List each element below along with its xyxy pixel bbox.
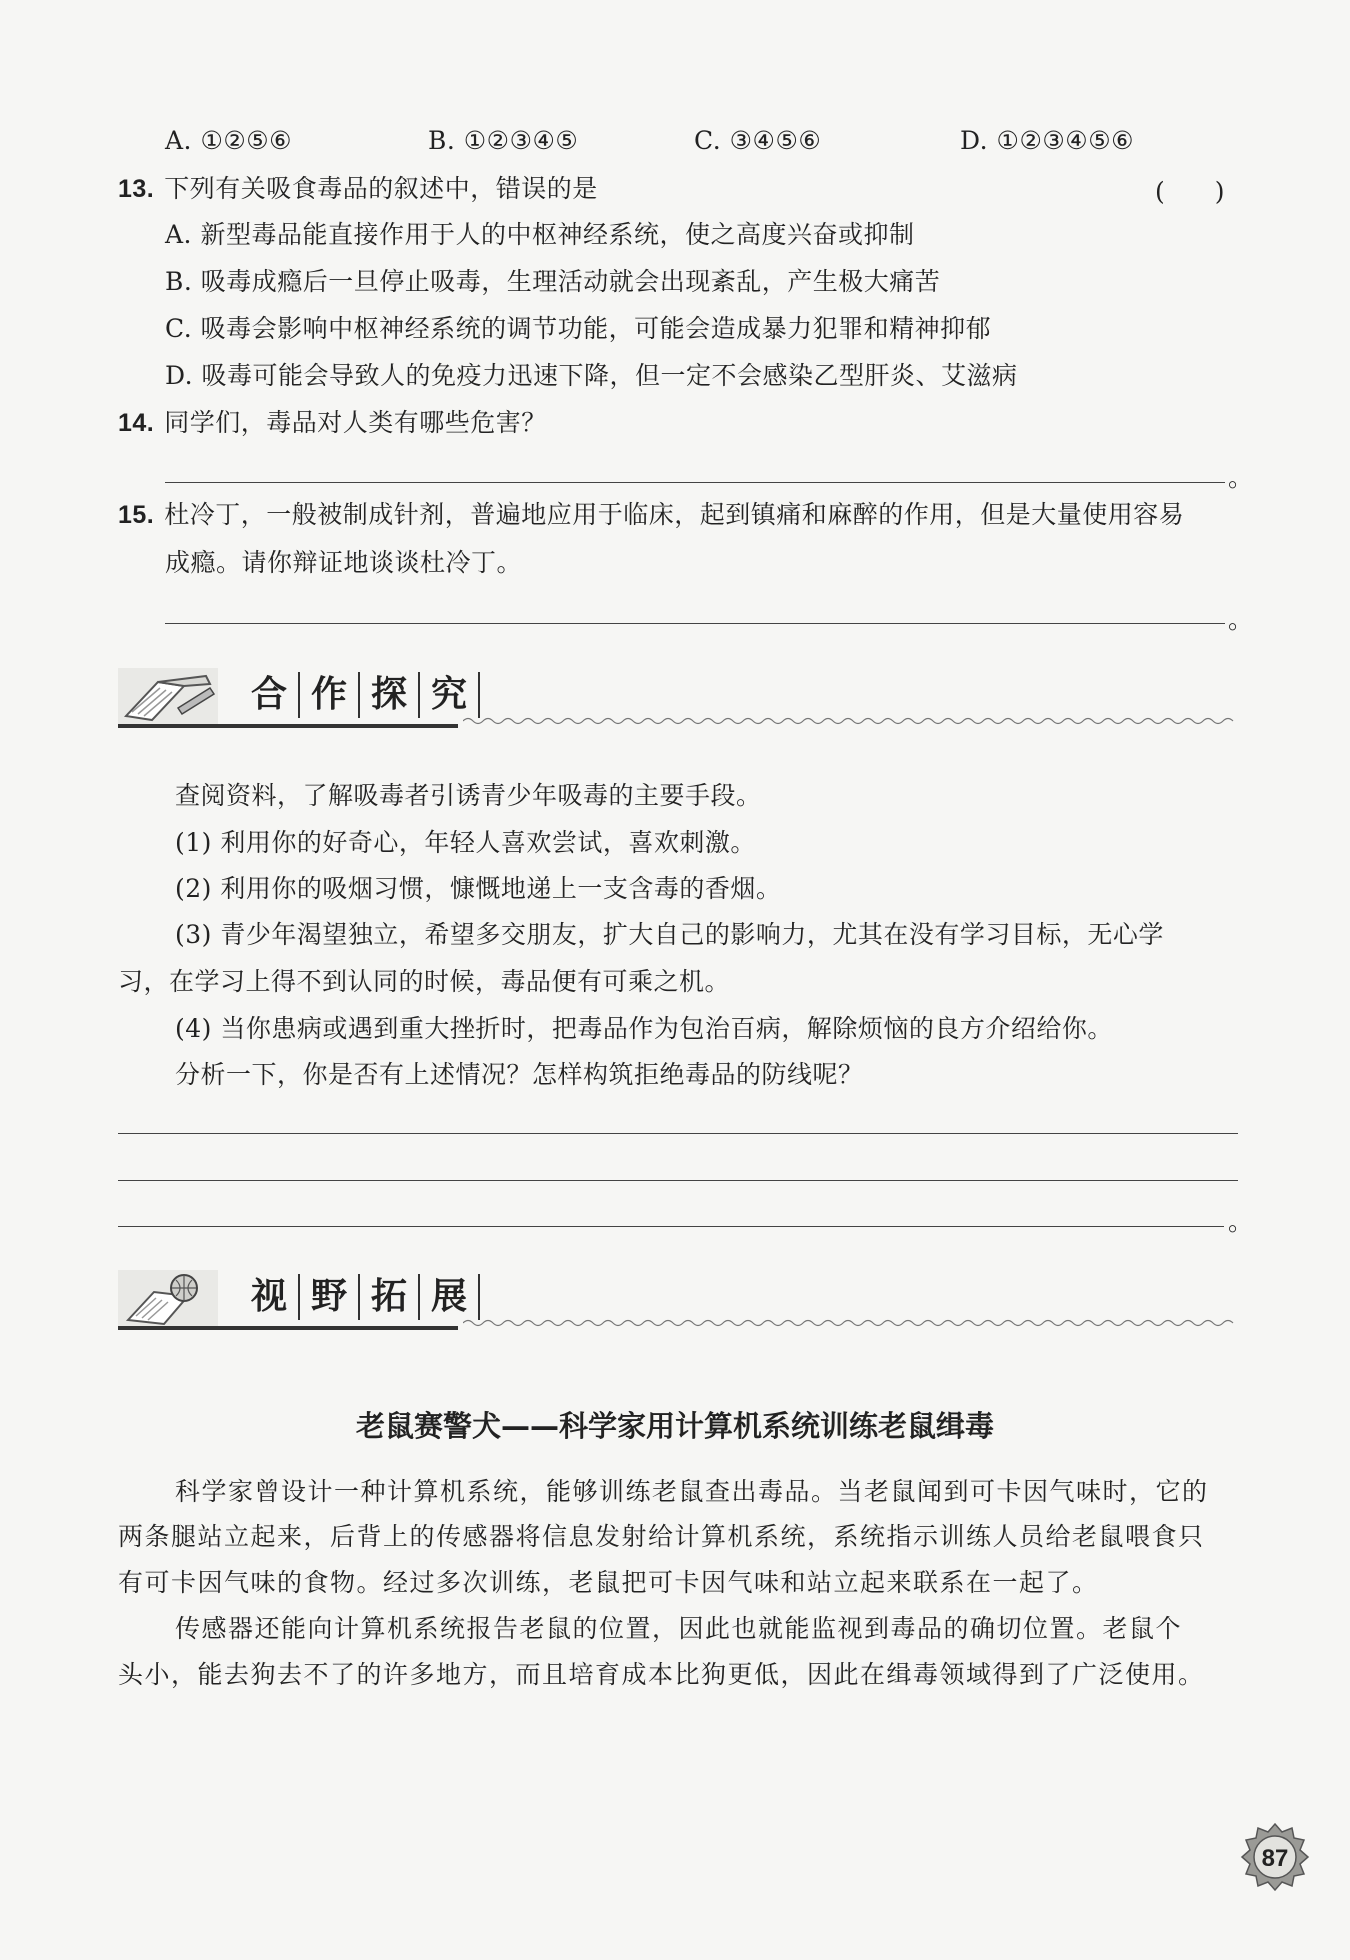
article-para2-line2: 头小，能去狗去不了的许多地方，而且培育成本比狗更低，因此在缉毒领域得到了广泛使用。 xyxy=(118,1660,1205,1689)
q15-number: 15. xyxy=(118,501,155,529)
q14-answer-line[interactable] xyxy=(165,482,1225,483)
section-title-char: 合 xyxy=(240,672,300,718)
page-number: 87 xyxy=(1261,1845,1289,1872)
q12-option-a: A. ①②⑤⑥ xyxy=(165,126,293,155)
q13-option-b: B. 吸毒成瘾后一旦停止吸毒，生理活动就会出现紊乱，产生极大痛苦 xyxy=(165,267,941,296)
section-title-char: 视 xyxy=(240,1274,300,1320)
article-para1-line3: 有可卡因气味的食物。经过多次训练，老鼠把可卡因气味和站立起来联系在一起了。 xyxy=(118,1568,1099,1597)
q12-option-d: D. ①②③④⑤⑥ xyxy=(960,126,1135,155)
q15-question-line1 xyxy=(118,498,1184,532)
article-para1-line2: 两条腿站立起来，后背上的传感器将信息发射给计算机系统，系统指示训练人员给老鼠喂食只 xyxy=(118,1522,1205,1551)
q15-stem-line1: 杜冷丁，一般被制成针剂，普遍地应用于临床，起到镇痛和麻醉的作用，但是大量使用容易 xyxy=(164,500,1185,529)
article-para2-line1: 传感器还能向计算机系统报告老鼠的位置，因此也就能监视到毒品的确切位置。老鼠个 xyxy=(175,1614,1183,1643)
section-title-char: 野 xyxy=(300,1274,360,1320)
wavy-divider xyxy=(463,716,1238,726)
section-underline-bar xyxy=(118,1326,458,1330)
section1-item-3: (3) 青少年渴望独立，希望多交朋友，扩大自己的影响力，尤其在没有学习目标，无心学 xyxy=(175,920,1164,949)
section-title xyxy=(240,672,480,718)
q14-stem: 同学们，毒品对人类有哪些危害？ xyxy=(164,408,547,437)
q13-stem: 下列有关吸食毒品的叙述中，错误的是 xyxy=(164,174,598,203)
page-number-badge xyxy=(1240,1822,1310,1892)
q14-number: 14. xyxy=(118,409,155,437)
section1-question: 分析一下，你是否有上述情况？怎样构筑拒绝毒品的防线呢？ xyxy=(175,1060,864,1089)
q13-answer-bracket[interactable]: ( ) xyxy=(1155,177,1225,206)
section1-period: 。 xyxy=(1228,1207,1254,1236)
section1-answer-line-2[interactable] xyxy=(118,1180,1238,1181)
section1-item-3-cont: 习，在学习上得不到认同的时候，毒品便有可乘之机。 xyxy=(118,967,731,996)
section-title-char: 作 xyxy=(300,672,360,718)
q15-answer-line[interactable] xyxy=(165,623,1225,624)
section1-item-2: (2) 利用你的吸烟习惯，慷慨地递上一支含毒的香烟。 xyxy=(175,874,782,903)
section-title-char: 拓 xyxy=(360,1274,420,1320)
q13-option-a: A. 新型毒品能直接作用于人的中枢神经系统，使之高度兴奋或抑制 xyxy=(165,220,915,249)
section-title-char: 究 xyxy=(420,672,480,718)
section1-intro: 查阅资料，了解吸毒者引诱青少年吸毒的主要手段。 xyxy=(175,781,762,810)
section-header-cooperation xyxy=(118,668,1238,728)
section1-item-4: (4) 当你患病或遇到重大挫折时，把毒品作为包治百病，解除烦恼的良方介绍给你。 xyxy=(175,1014,1113,1043)
q13-option-d: D. 吸毒可能会导致人的免疫力迅速下降，但一定不会感染乙型肝炎、艾滋病 xyxy=(165,361,1018,390)
q13-question xyxy=(118,172,598,206)
section1-answer-line-1[interactable] xyxy=(118,1133,1238,1134)
section-title-char: 展 xyxy=(420,1274,480,1320)
section-header-horizon xyxy=(118,1270,1238,1330)
section-title xyxy=(240,1274,480,1320)
section1-answer-line-3[interactable] xyxy=(118,1226,1224,1227)
pencil-book-icon xyxy=(118,668,218,726)
q12-option-b: B. ①②③④⑤ xyxy=(428,126,579,155)
q13-number: 13. xyxy=(118,175,155,203)
wavy-divider xyxy=(463,1318,1238,1328)
q14-period: 。 xyxy=(1228,463,1254,492)
section-title-char: 探 xyxy=(360,672,420,718)
article-title: 老鼠赛警犬——科学家用计算机系统训练老鼠缉毒 xyxy=(355,1409,994,1443)
section-underline-bar xyxy=(118,724,458,728)
q14-question xyxy=(118,406,547,440)
q15-period: 。 xyxy=(1228,605,1254,634)
article-para1-line1: 科学家曾设计一种计算机系统，能够训练老鼠查出毒品。当老鼠闻到可卡因气味时，它的 xyxy=(175,1477,1209,1506)
q15-stem-line2: 成瘾。请你辩证地谈谈杜冷丁。 xyxy=(165,548,523,577)
section1-item-1: (1) 利用你的好奇心，年轻人喜欢尝试，喜欢刺激。 xyxy=(175,828,756,857)
q13-option-c: C. 吸毒会影响中枢神经系统的调节功能，可能会造成暴力犯罪和精神抑郁 xyxy=(165,314,992,343)
q12-option-c: C. ③④⑤⑥ xyxy=(694,126,822,155)
globe-book-icon xyxy=(118,1270,218,1328)
